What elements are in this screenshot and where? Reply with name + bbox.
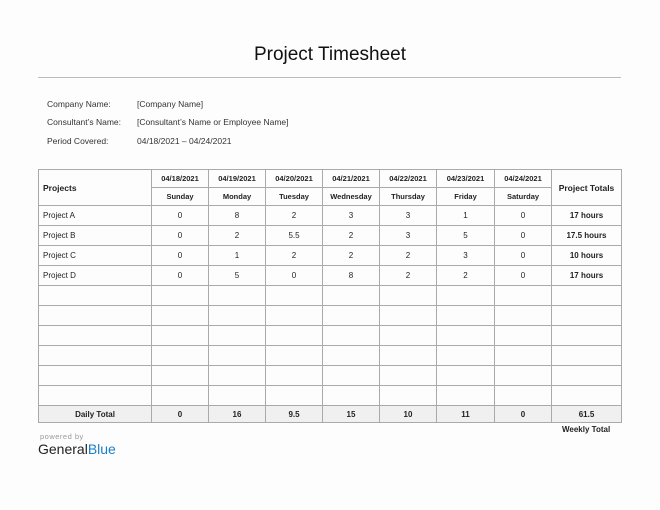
project-name-cell[interactable] (39, 386, 152, 406)
date-header: 04/24/2021 (495, 170, 552, 188)
label: Consultant’s Name: (47, 117, 122, 127)
daily-total-cell: 10 (380, 406, 437, 423)
hours-cell[interactable]: 3 (380, 206, 437, 226)
hours-cell[interactable]: 0 (495, 206, 552, 226)
powered-by: powered by (40, 432, 84, 441)
hours-cell[interactable] (380, 286, 437, 306)
project-total-cell (552, 306, 622, 326)
hours-cell[interactable]: 0 (495, 266, 552, 286)
project-name-cell[interactable] (39, 306, 152, 326)
project-total-cell (552, 326, 622, 346)
project-total-cell (552, 386, 622, 406)
project-total-cell: 17 hours (552, 206, 622, 226)
table-row (39, 326, 622, 346)
daily-total-cell: 9.5 (266, 406, 323, 423)
period-row (47, 136, 232, 146)
hours-cell[interactable] (266, 286, 323, 306)
day-header: Thursday (380, 188, 437, 206)
day-header: Monday (209, 188, 266, 206)
day-header: Tuesday (266, 188, 323, 206)
hours-cell[interactable] (495, 286, 552, 306)
hours-cell[interactable]: 3 (437, 246, 495, 266)
hours-cell[interactable] (495, 306, 552, 326)
hours-cell[interactable]: 5.5 (266, 226, 323, 246)
project-total-cell: 17.5 hours (552, 226, 622, 246)
hours-cell[interactable] (380, 386, 437, 406)
hours-cell[interactable] (266, 326, 323, 346)
hours-cell[interactable] (495, 366, 552, 386)
hours-cell[interactable] (209, 366, 266, 386)
project-name-cell[interactable] (39, 366, 152, 386)
hours-cell[interactable] (495, 386, 552, 406)
hours-cell[interactable]: 3 (323, 206, 380, 226)
consultant-name[interactable]: [Consultant’s Name or Employee Name] (137, 117, 289, 127)
hours-cell[interactable]: 5 (209, 266, 266, 286)
daily-total-cell: 11 (437, 406, 495, 423)
project-name-cell[interactable] (39, 326, 152, 346)
hours-cell[interactable] (266, 346, 323, 366)
hours-cell[interactable] (266, 306, 323, 326)
hours-cell[interactable] (209, 326, 266, 346)
hours-cell[interactable] (152, 386, 209, 406)
day-header: Wednesday (323, 188, 380, 206)
weekly-total-value: 61.5 (552, 406, 622, 423)
hours-cell[interactable]: 5 (437, 226, 495, 246)
hours-cell[interactable]: 0 (152, 266, 209, 286)
project-name-cell[interactable]: Project D (39, 266, 152, 286)
hours-cell[interactable] (437, 366, 495, 386)
hours-cell[interactable] (152, 366, 209, 386)
hours-cell[interactable] (437, 286, 495, 306)
hours-cell[interactable] (437, 346, 495, 366)
date-header: 04/23/2021 (437, 170, 495, 188)
project-name-cell[interactable]: Project A (39, 206, 152, 226)
hours-cell[interactable]: 2 (266, 246, 323, 266)
hours-cell[interactable]: 0 (266, 266, 323, 286)
hours-cell[interactable]: 2 (209, 226, 266, 246)
date-header: 04/22/2021 (380, 170, 437, 188)
consultant-row (47, 117, 289, 127)
hours-cell[interactable]: 1 (437, 206, 495, 226)
day-header: Friday (437, 188, 495, 206)
daily-total-cell: 16 (209, 406, 266, 423)
table-row (39, 246, 622, 266)
project-total-cell (552, 366, 622, 386)
hours-cell[interactable]: 2 (380, 246, 437, 266)
generalblue-logo[interactable] (38, 441, 116, 457)
project-total-cell (552, 346, 622, 366)
project-total-cell: 10 hours (552, 246, 622, 266)
project-total-cell (552, 286, 622, 306)
table-row (39, 286, 622, 306)
hours-cell[interactable] (323, 286, 380, 306)
hours-cell[interactable] (266, 386, 323, 406)
hours-cell[interactable] (323, 386, 380, 406)
hours-cell[interactable]: 3 (380, 226, 437, 246)
hours-cell[interactable]: 2 (437, 266, 495, 286)
hours-cell[interactable] (380, 346, 437, 366)
logo-general: General (38, 441, 88, 457)
hours-cell[interactable]: 8 (323, 266, 380, 286)
hours-cell[interactable] (323, 346, 380, 366)
hours-cell[interactable]: 2 (323, 226, 380, 246)
project-total-cell: 17 hours (552, 266, 622, 286)
hours-cell[interactable]: 0 (495, 246, 552, 266)
header-row-dates (39, 170, 622, 188)
hours-cell[interactable] (437, 386, 495, 406)
hours-cell[interactable] (323, 366, 380, 386)
hours-cell[interactable]: 0 (495, 226, 552, 246)
weekly-total-label: Weekly Total (562, 425, 611, 434)
hours-cell[interactable]: 2 (266, 206, 323, 226)
hours-cell[interactable] (495, 346, 552, 366)
hours-cell[interactable]: 0 (152, 206, 209, 226)
table-row (39, 346, 622, 366)
hours-cell[interactable]: 0 (152, 226, 209, 246)
hours-cell[interactable] (323, 326, 380, 346)
date-header: 04/18/2021 (152, 170, 209, 188)
logo-blue: Blue (87, 441, 116, 457)
table-row (39, 206, 622, 226)
label: Period Covered: (47, 136, 109, 146)
day-header: Saturday (495, 188, 552, 206)
daily-total-cell: 0 (495, 406, 552, 423)
table-row (39, 226, 622, 246)
hours-cell[interactable] (380, 326, 437, 346)
hours-cell[interactable] (209, 286, 266, 306)
company-name[interactable]: [Company Name] (137, 99, 204, 109)
timesheet-table (38, 169, 622, 423)
hours-cell[interactable] (209, 346, 266, 366)
date-header: 04/21/2021 (323, 170, 380, 188)
table-row (39, 266, 622, 286)
daily-total-label: Daily Total (39, 406, 152, 423)
hours-cell[interactable] (209, 386, 266, 406)
day-header: Sunday (152, 188, 209, 206)
hours-cell[interactable]: 2 (380, 266, 437, 286)
project-name-cell[interactable]: Project B (39, 226, 152, 246)
label: Company Name: (47, 99, 111, 109)
divider (38, 77, 621, 78)
date-header: 04/19/2021 (209, 170, 266, 188)
daily-total-row (39, 406, 622, 423)
hours-cell[interactable] (209, 306, 266, 326)
hours-cell[interactable] (495, 326, 552, 346)
hours-cell[interactable]: 8 (209, 206, 266, 226)
project-name-cell[interactable] (39, 286, 152, 306)
hours-cell[interactable] (152, 306, 209, 326)
hours-cell[interactable]: 1 (209, 246, 266, 266)
hours-cell[interactable] (380, 306, 437, 326)
hours-cell[interactable] (323, 306, 380, 326)
hours-cell[interactable] (152, 286, 209, 306)
hours-cell[interactable] (152, 326, 209, 346)
daily-total-cell: 0 (152, 406, 209, 423)
hours-cell[interactable] (437, 326, 495, 346)
hours-cell[interactable] (437, 306, 495, 326)
hours-cell[interactable] (266, 366, 323, 386)
date-header: 04/20/2021 (266, 170, 323, 188)
daily-total-cell: 15 (323, 406, 380, 423)
page-title: Project Timesheet (253, 44, 407, 65)
table-row (39, 386, 622, 406)
period-covered[interactable]: 04/18/2021 – 04/24/2021 (137, 136, 232, 146)
project-totals-header: Project Totals (552, 170, 622, 206)
hours-cell[interactable] (380, 366, 437, 386)
hours-cell[interactable] (152, 346, 209, 366)
table-row (39, 366, 622, 386)
project-name-cell[interactable] (39, 346, 152, 366)
table-row (39, 306, 622, 326)
hours-cell[interactable]: 2 (323, 246, 380, 266)
company-row (47, 99, 204, 109)
projects-header: Projects (39, 170, 152, 206)
project-name-cell[interactable]: Project C (39, 246, 152, 266)
hours-cell[interactable]: 0 (152, 246, 209, 266)
